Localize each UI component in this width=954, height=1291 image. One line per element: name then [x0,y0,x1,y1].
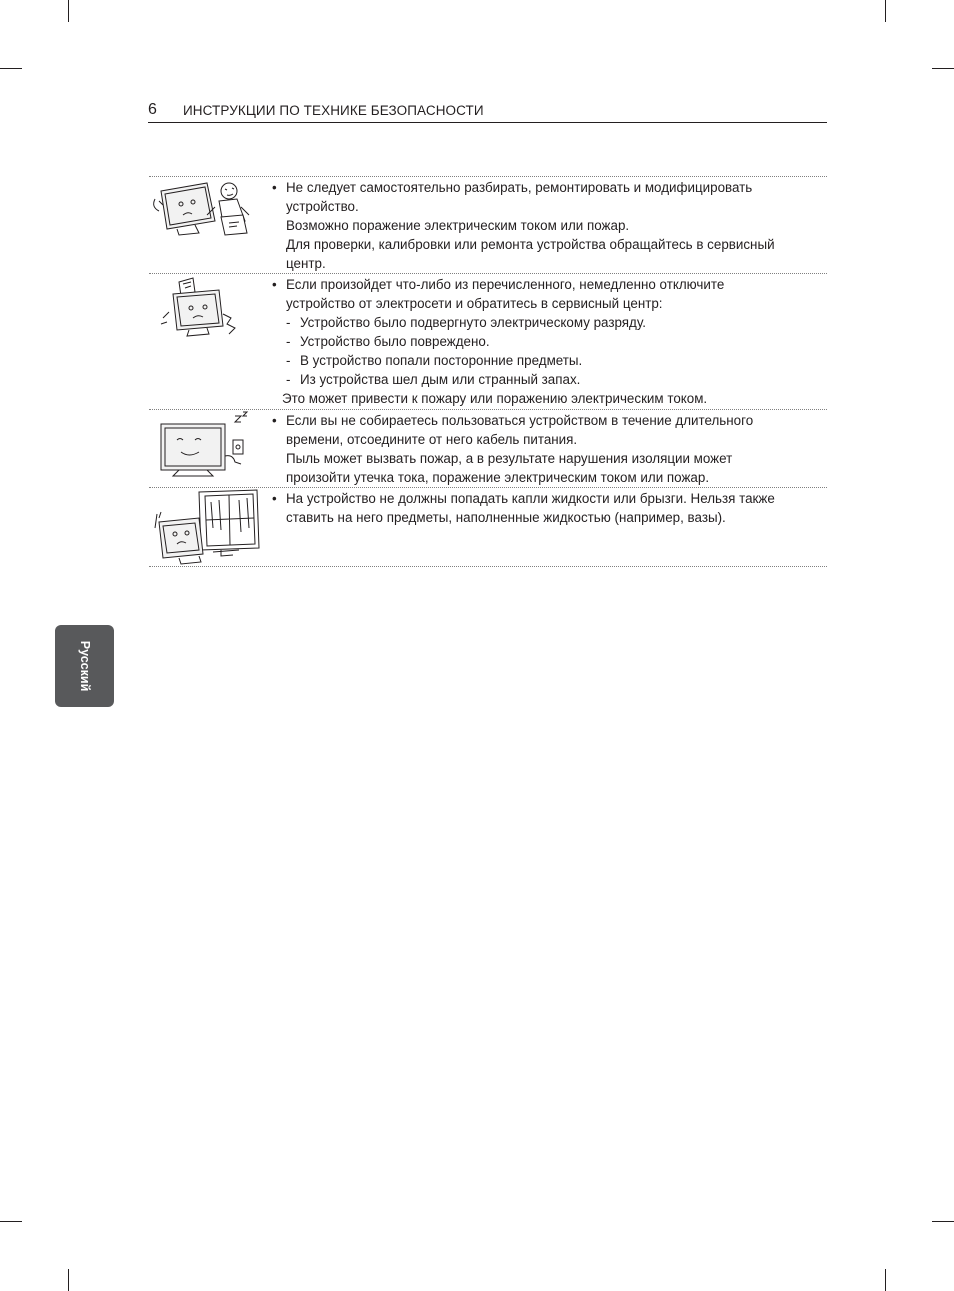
text-line: На устройство не должны попадать капли жидкости или брызги. Нельзя также [286,491,775,506]
safety-table [149,176,827,567]
row-text [272,274,827,408]
text-line: Если вы не собираетесь пользоваться устройством в течение длительного [286,413,754,428]
crop-mark [0,1221,22,1222]
safety-row [149,487,827,567]
bullet-marker: • [272,491,277,506]
dash-marker: - [286,372,291,387]
text-line: устройство. [286,199,359,214]
row-text [272,177,827,273]
bullet-marker: • [272,277,277,292]
text-line: ставить на него предметы, наполненные жидкостью (например, вазы). [286,510,726,525]
text-line: времени, отсоедините от него кабель питания. [286,432,578,447]
language-tab [55,625,114,707]
tv-damage-icon [149,274,261,346]
tv-disassembly-icon [149,177,261,241]
dash-marker: - [286,334,291,349]
safety-row [149,176,827,273]
text-line: Если произойдет что-либо из перечисленного, немедленно отключите [286,277,725,292]
bullet-line [272,178,827,197]
row-text [272,410,827,487]
crop-mark [885,1269,886,1291]
row-text [272,488,827,527]
text-line: Возможно поражение электрическим током или пожар. [286,218,630,233]
list-item-text: Из устройства шел дым или странный запах. [300,372,581,387]
bullet-line [272,411,827,430]
bullet-marker: • [272,413,277,428]
crop-mark [932,1221,954,1222]
safety-row [149,273,827,409]
dash-marker: - [286,315,291,330]
crop-mark [68,0,69,22]
text-line: Не следует самостоятельно разбирать, ремонтировать и модифицировать [286,180,753,195]
crop-mark [68,1269,69,1291]
list-item [272,370,827,389]
crop-mark [885,0,886,22]
text-line: центр. [286,256,326,271]
text-line: Пыль может вызвать пожар, а в результате нарушения изоляции может [286,451,733,466]
list-item [272,332,827,351]
bullet-marker: • [272,180,277,195]
language-label: Русский [77,640,92,692]
bullet-line [272,489,827,508]
crop-mark [932,68,954,69]
text-line: произойти утечка тока, поражение электрическим током или пожар. [286,470,710,485]
list-item-text: Устройство было подвергнуто электрическому разряду. [300,315,646,330]
tv-rain-icon [149,488,261,566]
text-line: устройство от электросети и обратитесь в сервисный центр: [286,296,663,311]
page-number: 6 [148,101,157,118]
page-header [148,100,827,123]
bullet-line [272,275,827,294]
list-item-text: Устройство было повреждено. [300,334,490,349]
safety-row [149,409,827,487]
list-item-text: В устройство попали посторонние предметы. [300,353,583,368]
list-item [272,351,827,370]
dash-marker: - [286,353,291,368]
section-title: ИНСТРУКЦИИ ПО ТЕХНИКЕ БЕЗОПАСНОСТИ [183,103,484,118]
list-item [272,313,827,332]
warning-note: Это может привести к пожару или поражению электрическим током. [282,391,708,406]
text-line: Для проверки, калибровки или ремонта устройства обращайтесь в сервисный [286,237,775,252]
tv-unplug-icon [149,410,261,482]
crop-mark [0,68,22,69]
